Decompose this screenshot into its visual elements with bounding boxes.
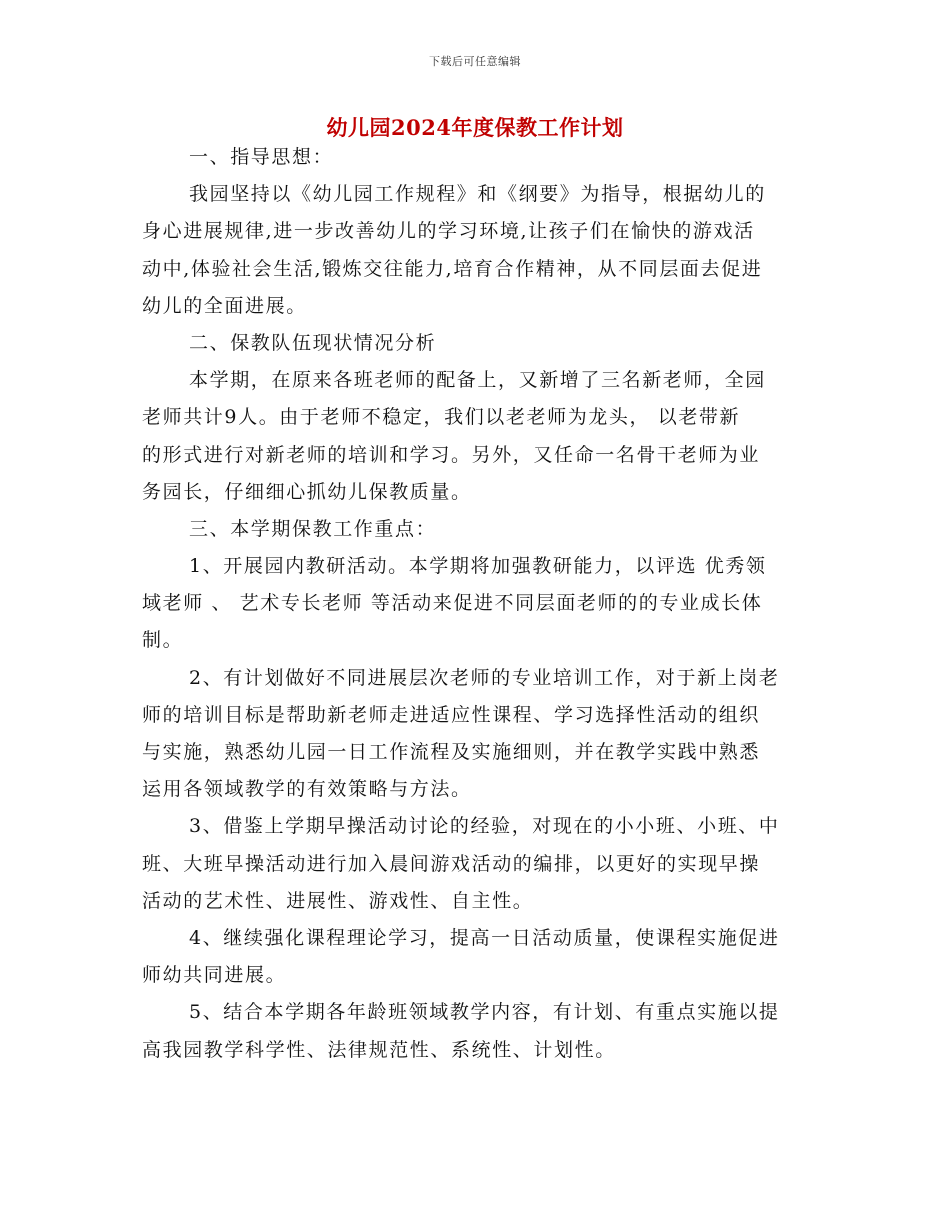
- paragraph-line: 师幼共同进展。: [142, 964, 287, 987]
- paragraph-line: 本学期，在原来各班老师的配备上，又新增了三名新老师，全园: [189, 369, 766, 392]
- paragraph-line: 4、继续强化课程理论学习，提高一日活动质量，使课程实施促进: [189, 926, 780, 949]
- paragraph-line: 身心进展规律,进一步改善幼儿的学习环境,让孩子们在愉快的游戏活: [142, 220, 755, 243]
- paragraph-line: 老师共计9人。由于老师不稳定，我们以老老师为龙头， 以老带新: [142, 406, 741, 429]
- section-heading: 一、指导思想：: [189, 146, 334, 168]
- paragraph-line: 的形式进行对新老师的培训和学习。另外，又任命一名骨干老师为业: [142, 443, 761, 466]
- paragraph-line: 与实施，熟悉幼儿园一日工作流程及实施细则，并在教学实践中熟悉: [142, 741, 761, 763]
- paragraph-line: 5、结合本学期各年龄班领域教学内容，有计划、有重点实施以提: [189, 1001, 780, 1024]
- header-note: 下载后可任意编辑: [429, 55, 521, 68]
- paragraph-line: 2、有计划做好不同进展层次老师的专业培训工作，对于新上岗老: [189, 666, 780, 689]
- document-body: [142, 139, 810, 1069]
- paragraph-line: 动中,体验社会生活,锻炼交往能力,培育合作精神，从不同层面去促进: [142, 257, 763, 280]
- paragraph-line: 班、大班早操活动进行加入晨间游戏活动的编排，以更好的实现早操: [142, 852, 761, 875]
- paragraph-line: 3、借鉴上学期早操活动讨论的经验，对现在的小小班、小班、中: [189, 815, 780, 838]
- paragraph-line: 我园坚持以《幼儿园工作规程》和《纲要》为指导，根据幼儿的: [189, 183, 766, 206]
- paragraph-line: 域老师 、 艺术专长老师 等活动来促进不同层面老师的的专业成长体: [142, 592, 763, 615]
- section-heading: 三、本学期保教工作重点：: [189, 517, 437, 540]
- section-heading: 二、保教队伍现状情况分析: [189, 331, 437, 354]
- paragraph-line: 活动的艺术性、进展性、游戏性、自主性。: [142, 889, 534, 912]
- paragraph-line: 幼儿的全面进展。: [142, 294, 307, 317]
- paragraph-line: 运用各领域教学的有效策略与方法。: [142, 778, 472, 801]
- paragraph-line: 制。: [142, 629, 184, 652]
- paragraph-line: 师的培训目标是帮助新老师走进适应性课程、学习选择性活动的组织: [142, 703, 761, 726]
- paragraph-line: 1、开展园内教研活动。本学期将加强教研能力，以评选 优秀领: [189, 555, 767, 578]
- paragraph-line: 务园长，仔细细心抓幼儿保教质量。: [142, 480, 472, 503]
- document-title: 幼儿园2024年度保教工作计划: [326, 115, 624, 140]
- paragraph-line: 高我园教学科学性、法律规范性、系统性、计划性。: [142, 1038, 616, 1061]
